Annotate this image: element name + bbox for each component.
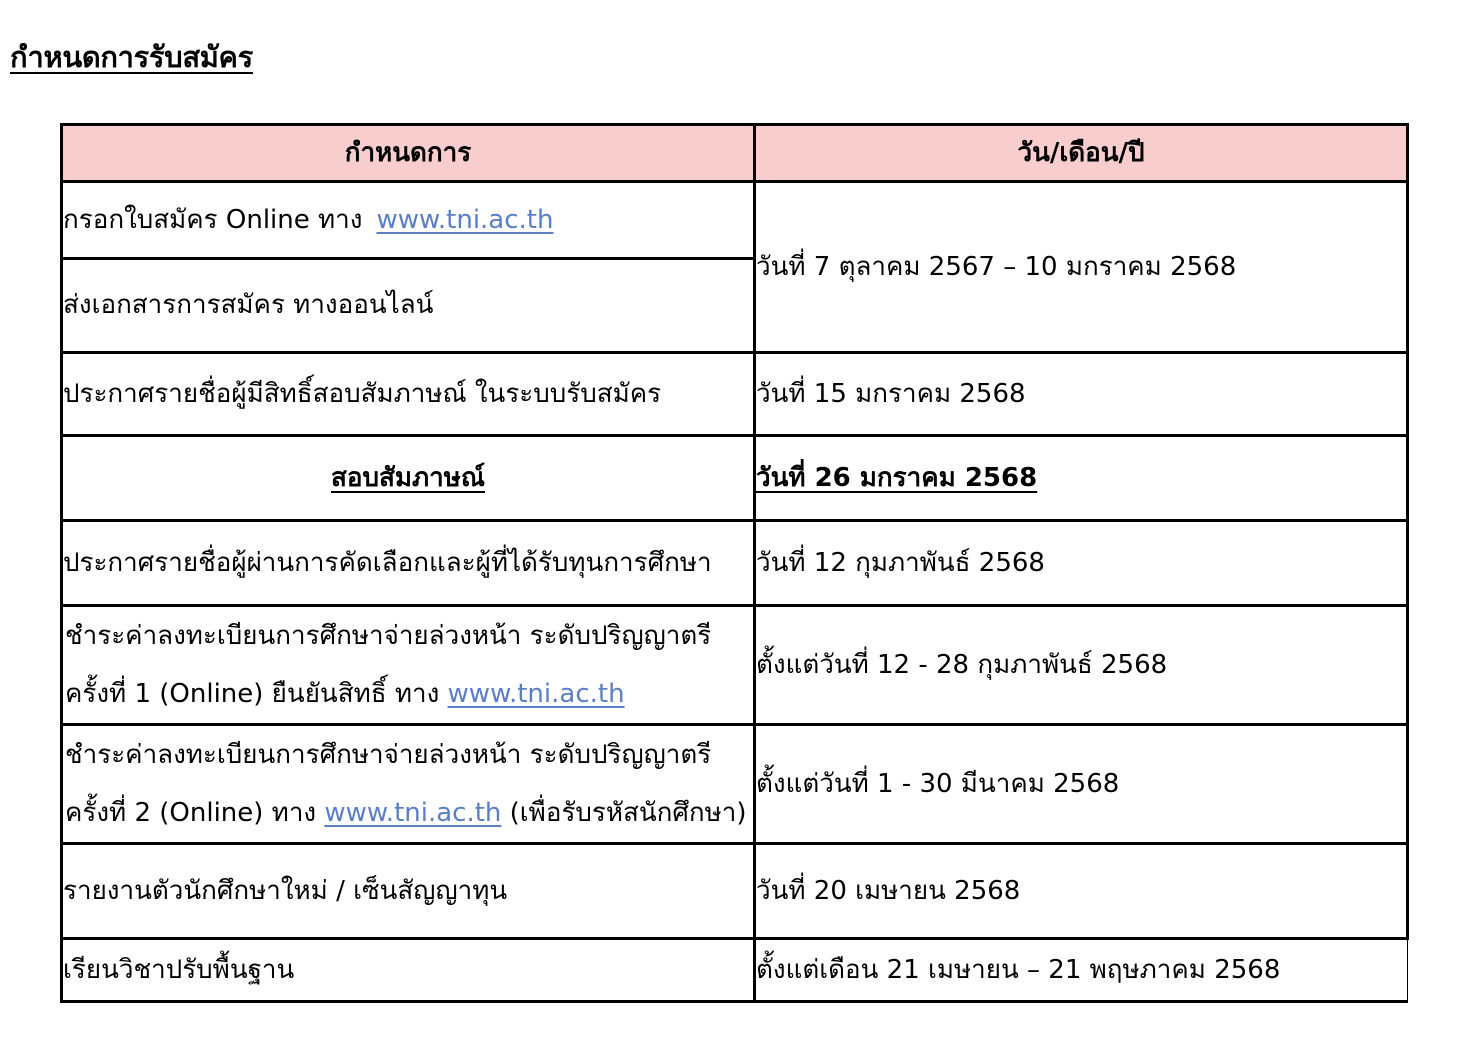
row-desc-text: กรอกใบสมัคร Online ทาง: [63, 204, 363, 235]
row-desc-line1: ชำระค่าลงทะเบียนการศึกษาจ่ายล่วงหน้า ระดับปริญญาตรี: [65, 740, 712, 770]
row-date-interview: [755, 436, 1408, 521]
row-desc-line1: ชำระค่าลงทะเบียนการศึกษาจ่ายล่วงหน้า ระดับปริญญาตรี: [65, 621, 712, 651]
table-row: [62, 844, 1408, 939]
table-row: [62, 939, 1408, 1002]
row-date-selection-results: วันที่ 12 กุมภาพันธ์ 2568: [755, 521, 1408, 606]
row-date-payment-1: ตั้งแต่วันที่ 12 - 28 กุมภาพันธ์ 2568: [755, 606, 1408, 725]
row-desc-line2: [65, 784, 753, 842]
header-date: วัน/เดือน/ปี: [755, 125, 1408, 182]
row-desc-interview-list: ประกาศรายชื่อผู้มีสิทธิ์สอบสัมภาษณ์ ในระบบรับสมัคร: [62, 353, 755, 436]
table-row: [62, 606, 1408, 725]
website-link[interactable]: www.tni.ac.th: [447, 679, 625, 709]
row-desc-payment-1: [62, 606, 755, 725]
row-date-foundation-course: ตั้งแต่เดือน 21 เมษายน – 21 พฤษภาคม 2568: [755, 939, 1408, 1002]
interview-label: สอบสัมภาษณ์: [331, 462, 485, 493]
row-date-payment-2: ตั้งแต่วันที่ 1 - 30 มีนาคม 2568: [755, 725, 1408, 844]
schedule-table: [60, 123, 1409, 1003]
table-row: [62, 521, 1408, 606]
row-desc-interview: [62, 436, 755, 521]
table-row: [62, 182, 1408, 259]
row-desc-apply-online: [62, 182, 755, 259]
row-date-interview-list: วันที่ 15 มกราคม 2568: [755, 353, 1408, 436]
row-desc-report-in: รายงานตัวนักศึกษาใหม่ / เซ็นสัญญาทุน: [62, 844, 755, 939]
website-link[interactable]: www.tni.ac.th: [324, 798, 502, 828]
row-desc-line2: [65, 665, 753, 723]
page-title: กำหนดการรับสมัคร: [10, 40, 253, 74]
table-row: [62, 725, 1408, 844]
row-desc-line2-suffix: (เพื่อรับรหัสนักศึกษา): [509, 798, 747, 828]
header-schedule: กำหนดการ: [62, 125, 755, 182]
table-header-row: [62, 125, 1408, 182]
row-desc-selection-results: ประกาศรายชื่อผู้ผ่านการคัดเลือกและผู้ที่ได้รับทุนการศึกษา: [62, 521, 755, 606]
row-desc-line2-text: ครั้งที่ 1 (Online) ยืนยันสิทธิ์ ทาง: [65, 679, 440, 709]
table-row: [62, 436, 1408, 521]
interview-date: วันที่ 26 มกราคม 2568: [756, 462, 1038, 493]
row-date-report-in: วันที่ 20 เมษายน 2568: [755, 844, 1408, 939]
row-date-application-period: วันที่ 7 ตุลาคม 2567 – 10 มกราคม 2568: [755, 182, 1408, 353]
row-desc-foundation-course: เรียนวิชาปรับพื้นฐาน: [62, 939, 755, 1002]
row-desc-line2-text: ครั้งที่ 2 (Online) ทาง: [65, 798, 317, 828]
website-link[interactable]: www.tni.ac.th: [376, 204, 554, 235]
row-desc-payment-2: [62, 725, 755, 844]
table-row: [62, 353, 1408, 436]
row-desc-submit-documents: ส่งเอกสารการสมัคร ทางออนไลน์: [62, 259, 755, 353]
